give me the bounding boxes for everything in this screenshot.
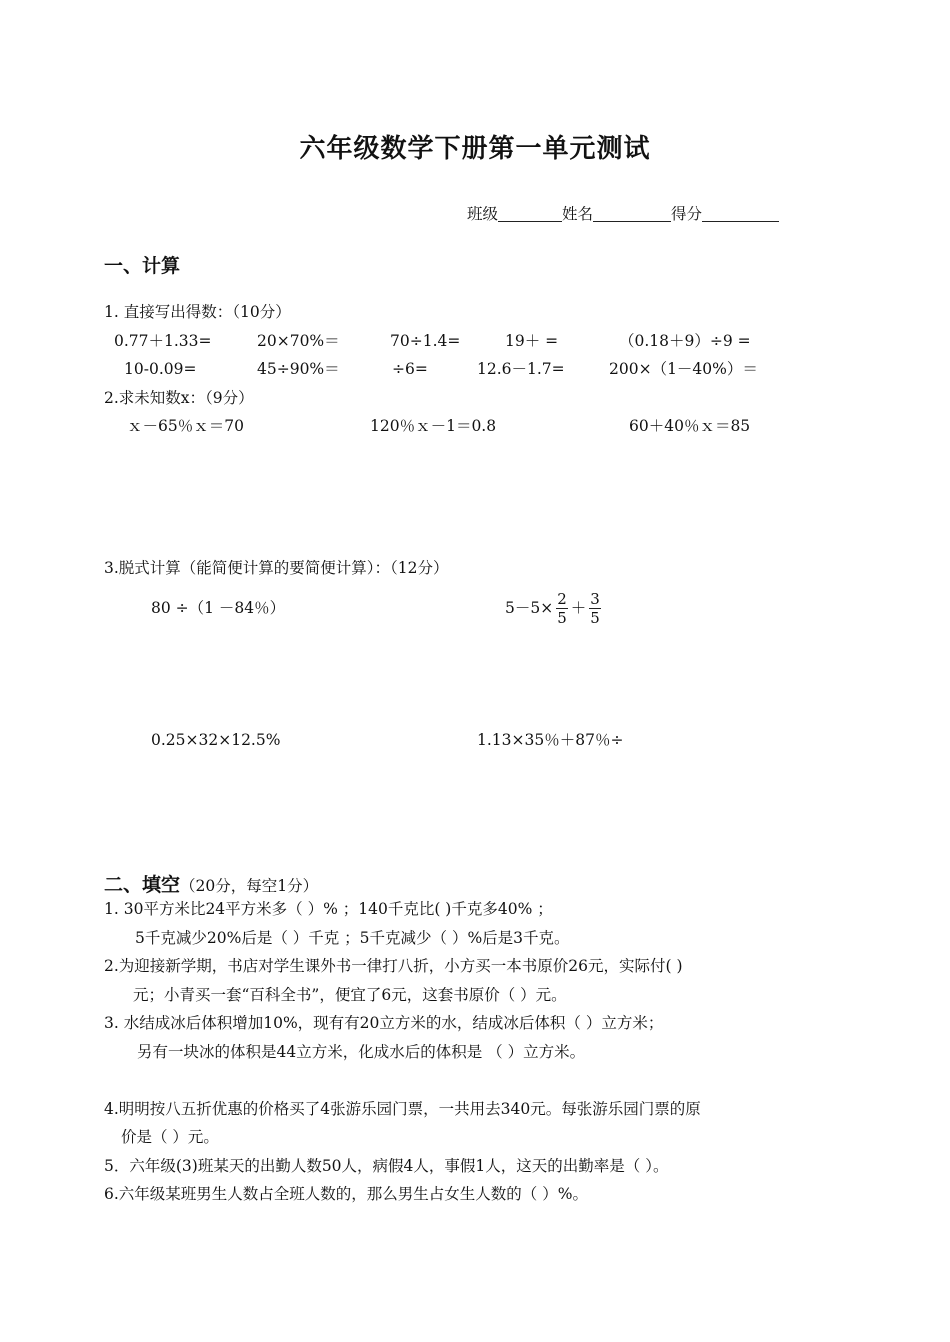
- q1-r2-c1: 10-0.09=: [124, 360, 197, 378]
- fill-line-8: 价是（ ）元。: [121, 1128, 219, 1146]
- q1-r1-c5: （0.18＋9）÷9 =: [619, 332, 751, 350]
- header-fields: [467, 204, 779, 224]
- q2-item3: 60＋40％ｘ＝85: [629, 417, 751, 435]
- fill-line-3: 2.为迎接新学期，书店对学生课外书一律打八折，小方买一本书原价26元，实际付( ): [104, 957, 683, 975]
- class-blank[interactable]: [498, 205, 562, 222]
- q2-item1: ｘ－65％ｘ＝70: [127, 417, 244, 435]
- q1-r2-c3: ÷6=: [392, 360, 428, 378]
- section2-heading: 二、填空: [104, 874, 181, 896]
- q3-item1: 80 ÷（1 －84％）: [151, 599, 286, 617]
- q3-item2-prefix: 5－5×: [505, 599, 554, 617]
- section2-heading-row: [104, 870, 318, 897]
- q3-item4: 1.13×35％＋87％÷: [477, 731, 624, 749]
- fraction-denominator: 5: [557, 608, 567, 627]
- q1-r1-c1: 0.77＋1.33=: [114, 332, 212, 350]
- section2-heading-note: （20分，每空1分）: [180, 877, 319, 895]
- fraction-2-5: [556, 590, 568, 627]
- q3-item2: [505, 587, 604, 629]
- q1-r1-c2: 20×70%＝: [257, 332, 340, 350]
- fill-line-1: 1. 30平方米比24平方米多（ ）% ；140千克比( )千克多40% ；: [104, 900, 553, 918]
- q1-r1-c3: 70÷1.4=: [390, 332, 461, 350]
- score-label: 得分: [671, 205, 703, 223]
- score-blank[interactable]: [702, 205, 779, 222]
- class-label: 班级: [467, 205, 499, 223]
- page-title: 六年级数学下册第一单元测试: [299, 134, 651, 164]
- name-label: 姓名: [562, 205, 594, 223]
- fill-line-5: 3. 水结成冰后体积增加10%，现有有20立方米的水，结成冰后体积（ ）立方米；: [104, 1014, 664, 1032]
- q3-item2-plus: ＋: [570, 599, 587, 617]
- q1-r2-c4: 12.6－1.7=: [477, 360, 565, 378]
- fill-line-6: 另有一块冰的体积是44立方米，化成水后的体积是 （ ）立方米。: [137, 1043, 586, 1061]
- fill-line-10: 6.六年级某班男生人数占全班人数的，那么男生占女生人数的（ ）%。: [104, 1185, 588, 1203]
- fill-line-7: 4.明明按八五折优惠的价格买了4张游乐园门票，一共用去340元。每张游乐园门票的原: [104, 1100, 701, 1118]
- section1-heading: 一、计算: [104, 255, 181, 277]
- fraction-denominator: 5: [590, 608, 600, 627]
- q3-item3: 0.25×32×12.5%: [151, 731, 281, 749]
- q1-r2-c2: 45÷90%＝: [257, 360, 340, 378]
- fraction-numerator: 3: [590, 589, 600, 608]
- name-blank[interactable]: [593, 205, 671, 222]
- fill-line-4: 元；小青买一套“百科全书”，便宜了6元，这套书原价（ ）元。: [133, 986, 567, 1004]
- q2-item2: 120％ｘ－1＝0.8: [370, 417, 497, 435]
- q1-r1-c4: 19＋ =: [505, 332, 559, 350]
- q2-title: 2.求未知数x：（9分）: [104, 389, 254, 407]
- fill-line-9: 5．六年级(3)班某天的出勤人数50人，病假4人，事假1人，这天的出勤率是（ ）。: [104, 1157, 669, 1175]
- fill-line-2: 5千克减少20%后是（ ）千克 ；5千克减少（ ）%后是3千克。: [135, 929, 570, 947]
- q1-title: 1. 直接写出得数：（10分）: [104, 303, 291, 321]
- q1-r2-c5: 200×（1－40%）＝: [609, 360, 758, 378]
- q3-title: 3.脱式计算（能简便计算的要简便计算）：（12分）: [104, 559, 449, 577]
- fraction-3-5: [589, 590, 601, 627]
- fraction-numerator: 2: [557, 589, 567, 608]
